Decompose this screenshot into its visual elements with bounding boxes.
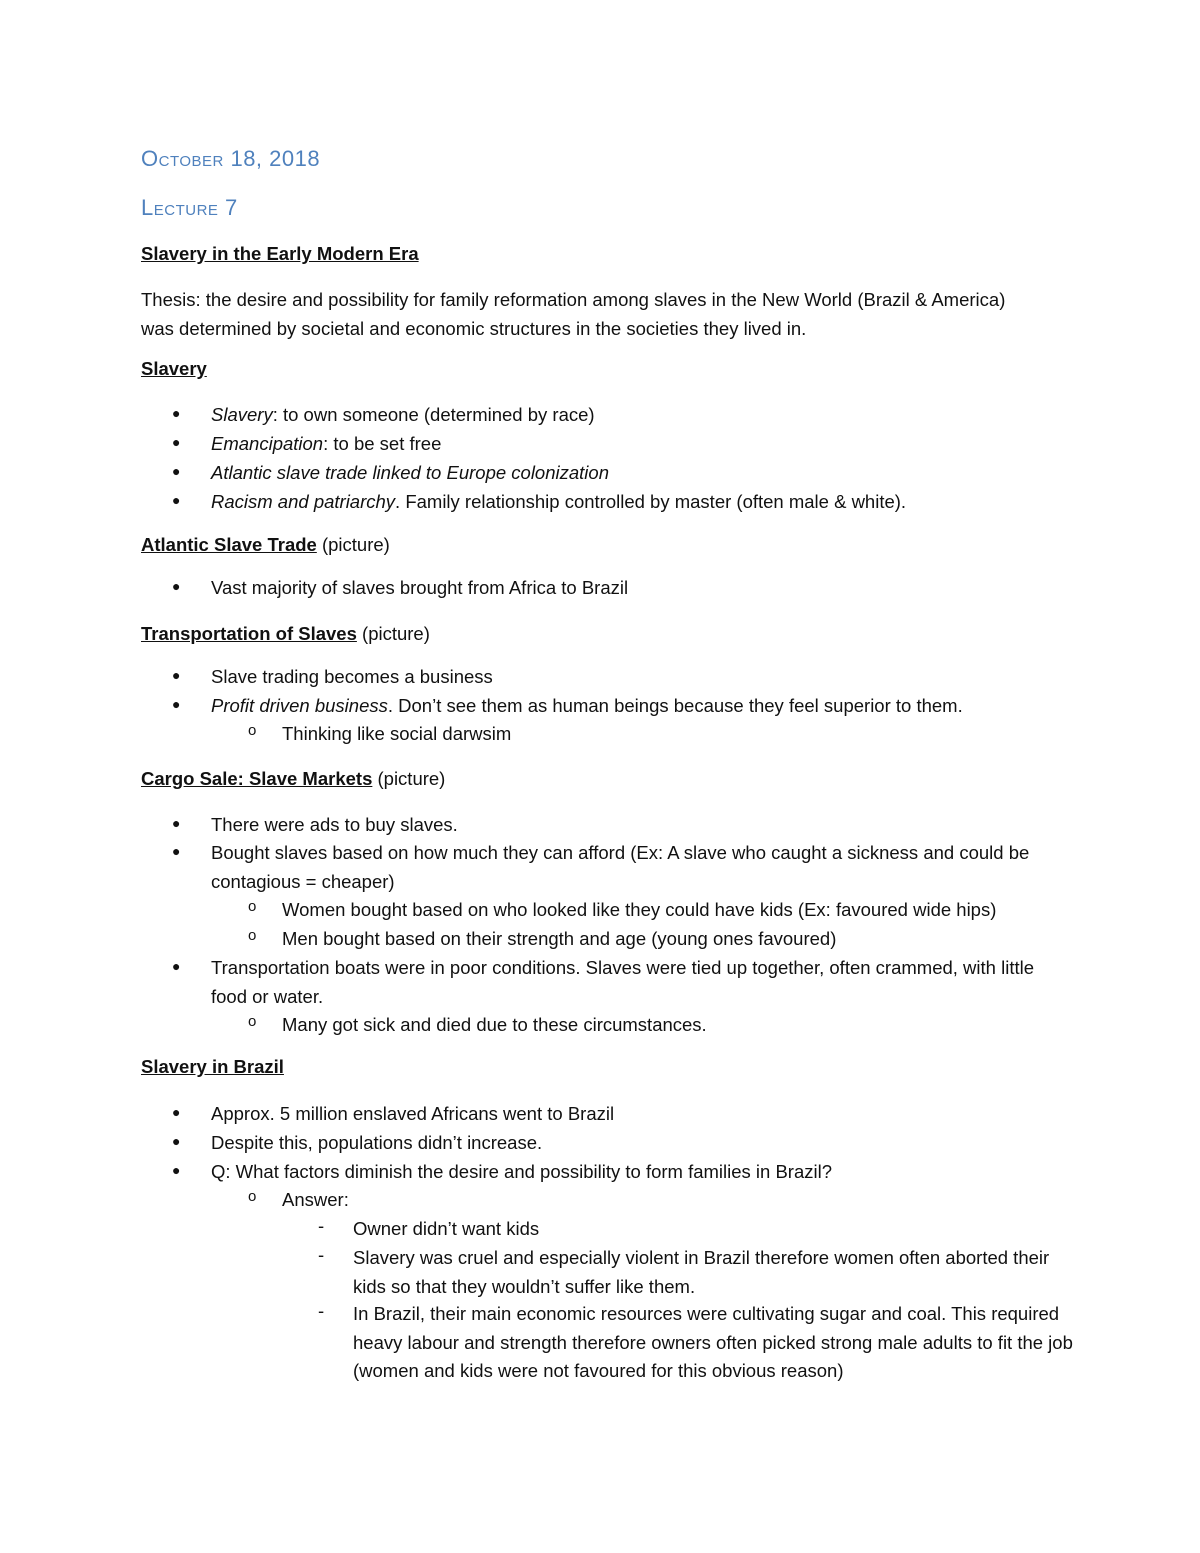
bullet-icon: ● <box>172 1162 181 1178</box>
bullet-icon: ● <box>172 1133 181 1149</box>
circle-bullet-icon: o <box>248 927 257 944</box>
item-text: : to own someone (determined by race) <box>272 404 595 425</box>
sub-list-item: Answer: <box>282 1189 349 1210</box>
sub-list-item: Women bought based on who looked like they could have kids (Ex: favoured wide hips) <box>282 899 997 920</box>
list-item: Q: What factors diminish the desire and possibility to form families in Brazil? <box>211 1161 833 1182</box>
section-heading-cargo <box>141 765 445 794</box>
circle-bullet-icon: o <box>248 898 257 915</box>
bullet-icon: ● <box>172 667 181 683</box>
circle-bullet-icon: o <box>248 1188 257 1205</box>
dash-list-item: In Brazil, their main economic resources were cultivating sugar and coal. This required heavy labour and strength therefore owners often picked strong male adults to fit the job (women and kids were not favoured for this obvious reason) <box>353 1303 1073 1381</box>
list-item: Despite this, populations didn’t increase. <box>211 1132 543 1153</box>
bullet-icon: ● <box>172 463 181 479</box>
bullet-icon: ● <box>172 696 181 712</box>
date-heading: October 18, 2018 <box>141 146 321 171</box>
bullet-icon: ● <box>172 958 181 974</box>
section-heading-transport <box>141 620 430 649</box>
italic-term: Slavery <box>211 404 273 425</box>
list-item <box>211 401 1071 430</box>
bullet-icon: ● <box>172 1104 181 1120</box>
item-text: . Don’t see them as human beings because they feel superior to them. <box>387 695 963 716</box>
dash-list-item: Slavery was cruel and especially violent in Brazil therefore women often aborted their kids so that they wouldn’t suffer like them. <box>353 1247 1050 1297</box>
heading-label: Atlantic Slave Trade <box>141 534 317 555</box>
document-title: Slavery in the Early Modern Era <box>141 243 419 264</box>
italic-term: Atlantic slave trade linked to Europe colonization <box>211 462 609 483</box>
dash-bullet-icon: - <box>318 1215 325 1236</box>
heading-note: (picture) <box>316 534 390 555</box>
circle-bullet-icon: o <box>248 1013 257 1030</box>
italic-term: Profit driven business <box>211 695 388 716</box>
list-item: Slave trading becomes a business <box>211 666 493 687</box>
bullet-icon: ● <box>172 492 181 508</box>
dash-bullet-icon: - <box>318 1244 325 1265</box>
sub-list-item: Many got sick and died due to these circumstances. <box>282 1014 707 1035</box>
bullet-icon: ● <box>172 843 181 859</box>
list-item <box>211 692 1071 721</box>
list-item <box>211 459 1071 488</box>
bullet-icon: ● <box>172 815 181 831</box>
list-item: There were ads to buy slaves. <box>211 814 458 835</box>
bullet-icon: ● <box>172 434 181 450</box>
section-heading-atlantic <box>141 531 390 560</box>
list-item: Transportation boats were in poor conditions. Slaves were tied up together, often crammed, with little food or water. <box>211 957 1034 1007</box>
dash-list-item: Owner didn’t want kids <box>353 1218 540 1239</box>
heading-note: (picture) <box>372 768 446 789</box>
heading-label: Transportation of Slaves <box>141 623 357 644</box>
section-heading-brazil: Slavery in Brazil <box>141 1056 284 1077</box>
list-item: Vast majority of slaves brought from Africa to Brazil <box>211 577 629 598</box>
list-item <box>211 488 1071 517</box>
thesis-paragraph: Thesis: the desire and possibility for family reformation among slaves in the New World (Brazil & America) was determined by societal and economic structures in the societies they lived in. <box>141 289 1006 339</box>
list-item <box>211 430 1071 459</box>
heading-note: (picture) <box>356 623 430 644</box>
sub-list-item: Men bought based on their strength and age (young ones favoured) <box>282 928 837 949</box>
bullet-icon: ● <box>172 405 181 421</box>
item-text: : to be set free <box>323 433 442 454</box>
list-item: Bought slaves based on how much they can afford (Ex: A slave who caught a sickness and could be contagious = cheaper) <box>211 842 1030 892</box>
sub-list-item: Thinking like social darwsim <box>282 723 512 744</box>
list-item: Approx. 5 million enslaved Africans went to Brazil <box>211 1103 615 1124</box>
lecture-heading: Lecture 7 <box>141 195 238 220</box>
circle-bullet-icon: o <box>248 722 257 739</box>
bullet-icon: ● <box>172 578 181 594</box>
italic-term: Racism and patriarchy <box>211 491 396 512</box>
section-heading-slavery: Slavery <box>141 358 207 379</box>
dash-bullet-icon: - <box>318 1300 325 1321</box>
heading-label: Cargo Sale: Slave Markets <box>141 768 373 789</box>
item-text: . Family relationship controlled by master (often male & white). <box>395 491 907 512</box>
italic-term: Emancipation <box>211 433 324 454</box>
